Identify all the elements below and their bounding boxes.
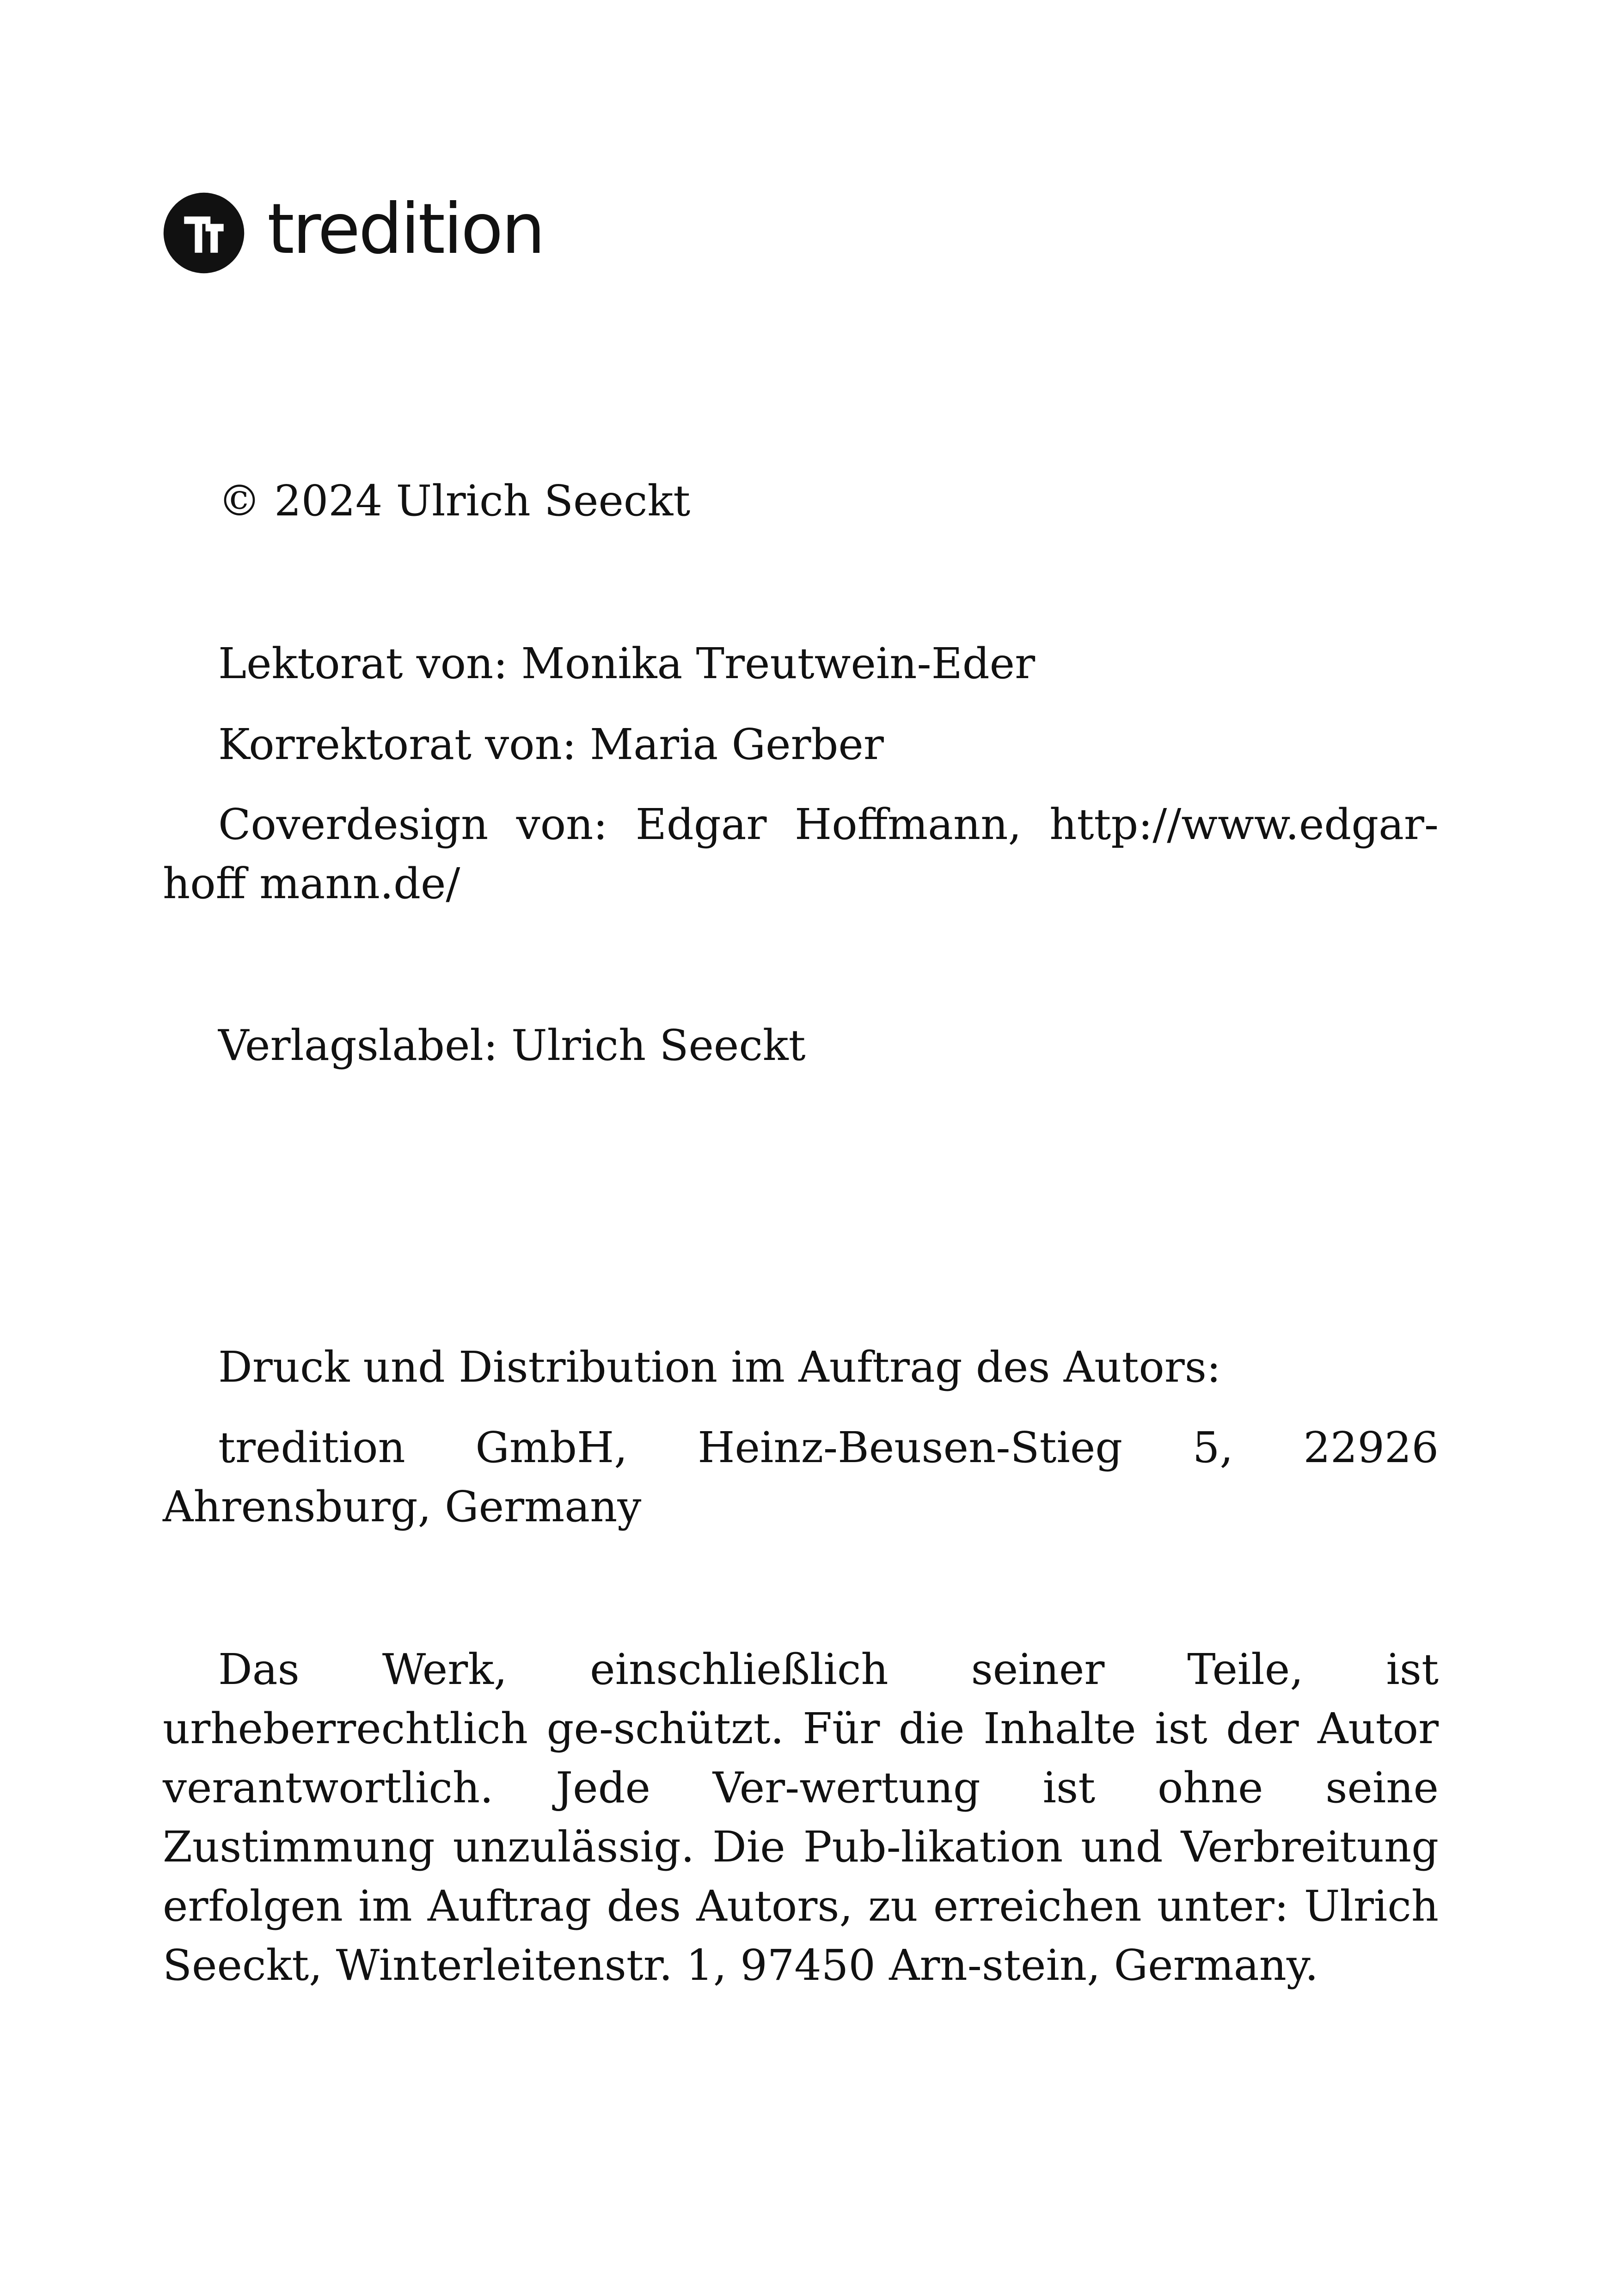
- korrektorat-line: Korrektorat von: Maria Gerber: [218, 720, 884, 769]
- copyright-line: © 2024 Ulrich Seeckt: [218, 476, 691, 526]
- publisher-name: tredition: [267, 189, 544, 269]
- druck-address: tredition GmbH, Heinz-Beusen-Stieg 5, 22926 Ahrensburg, Germany: [163, 1423, 1439, 1531]
- druck-intro: Druck und Distribution im Auftrag des Autors:: [218, 1342, 1221, 1392]
- publisher-logo: [163, 191, 544, 275]
- lektorat-line: Lektorat von: Monika Treutwein-Eder: [218, 639, 1036, 688]
- tredition-logo-icon: [163, 192, 245, 274]
- verlagslabel-line: Verlagslabel: Ulrich Seeckt: [218, 1021, 806, 1070]
- coverdesign-line: Coverdesign von: Edgar Hoffmann, http://www.edgar-hoff mann.de/: [163, 800, 1439, 908]
- legal-notice: Das Werk, einschließlich seiner Teile, ist urheberrechtlich ge-schützt. Für die Inhalte ist der Autor verantwortlich. Jede Ver-wertung ist ohne seine Zustimmung unzulässig. Die Pub-likation und Verbreitung erfolgen im Auftrag des Autors, zu erreichen unter: Ulrich Seeckt, Winterleitenstr. 1, 97450 Arn-stein, Germany.: [163, 1645, 1439, 1990]
